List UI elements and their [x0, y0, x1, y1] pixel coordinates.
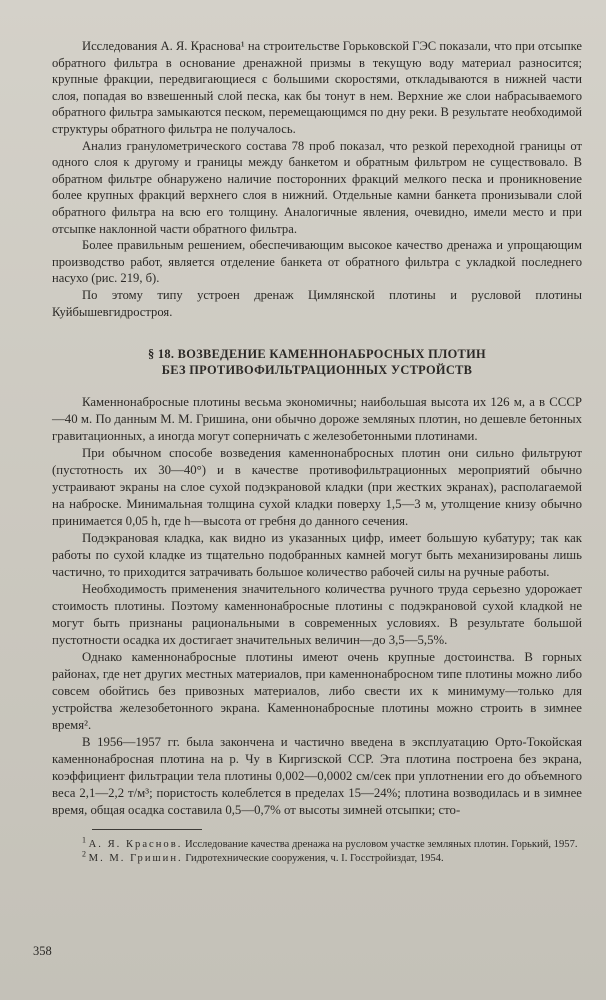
- page-number: 358: [33, 944, 52, 958]
- section-2-text: [52, 394, 582, 819]
- paragraph: Подэкрановая кладка, как видно из указанных цифр, имеет большую кубатуру; так как работы по сухой кладке из тщательно подобранных камней могут быть механизированы лишь частично, то приходится затрачивать большое количество рабочей силы на ручные работы.: [52, 531, 582, 580]
- paragraph: Исследования А. Я. Краснова¹ на строительстве Горьковской ГЭС показали, что при отсыпке обратного фильтра в основание дренажной призмы в текущую воду материал разносится; крупные фракции, передвигающиеся с большими скоростями, откладываются в нижней части слоя, попадая во взвешенный слой песка, как бы тонут в нем. Верхние же слои набрасываемого обратного фильтра замыкаются песком, перемещающимся по дну реки. В результате необходимой структуры обратного фильтра не получалось.: [52, 39, 582, 136]
- footnote-divider: [92, 829, 202, 830]
- paragraph: При обычном способе возведения каменнонабросных плотин они сильно фильтруют (пустотность их 30—40°) и в качестве противофильтрационных мероприятий обычно устраивают экраны на слое сухой подэкрановой кладки (при жестких экранах), располагаемой на наброске. Минимальная толщина сухой кладки поверху 1,5—3 м, утолщение книзу обычно принимается 0,05 h, где h—высота от гребня до данного сечения.: [52, 446, 582, 529]
- footnote: [52, 835, 582, 852]
- footnotes: [52, 835, 582, 866]
- paragraph: Однако каменнонабросные плотины имеют очень крупные достоинства. В горных районах, где нет других местных материалов, при каменнонабросном типе плотины можно либо совсем обойтись без привозных материалов, либо свести их к минимуму—только для устройства железобетонного экрана. Каменнонабросные плотины можно строить в зимнее время².: [52, 650, 582, 733]
- heading-line-2: БЕЗ ПРОТИВОФИЛЬТРАЦИОННЫХ УСТРОЙСТВ: [161, 363, 473, 378]
- footnote-text: Гидротехнические сооружения, ч. I. Госстройиздат, 1954.: [182, 853, 444, 865]
- footnote-text: Исследование качества дренажа на русловом участке земляных плотин. Горький, 1957.: [182, 839, 578, 851]
- paragraph: Каменнонабросные плотины весьма экономичны; наибольшая высота их 126 м, а в СССР—40 м. По данным М. М. Гришина, они обычно дороже земляных плотин, но дешевле бетонных гравитационных, а иногда могут соперничать с железобетонными плотинами.: [52, 395, 582, 444]
- paragraph: Более правильным решением, обеспечивающим высокое качество дренажа и упрощающим производство работ, является отделение банкета от обратного фильтра с укладкой последнего насухо (рис. 219, б).: [52, 238, 582, 286]
- footnote-author: М. М. Гришин.: [88, 853, 183, 865]
- paragraph: Необходимость применения значительного количества ручного труда серьезно удорожает стоимость плотины. Поэтому каменнонабросные плотины с подэкрановой сухой кладкой не могут быть признаны рациональными в современных условиях. В результате большой пустотности осадка их достигает значительных величин—до 3,5—5,5%.: [52, 582, 582, 648]
- footnote-author: А. Я. Краснов.: [88, 839, 183, 851]
- paragraph: По этому типу устроен дренаж Цимлянской плотины и русловой плотины Куйбышевгидростроя.: [52, 287, 582, 319]
- footnote: [52, 849, 582, 866]
- section-1-text: [52, 38, 582, 320]
- section-heading: [52, 346, 582, 378]
- heading-line-1: § 18. ВОЗВЕДЕНИЕ КАМЕННОНАБРОСНЫХ ПЛОТИН: [148, 347, 486, 362]
- footnote-number: 2: [82, 849, 86, 859]
- paragraph: В 1956—1957 гг. была закончена и частично введена в эксплуатацию Орто-Токойская каменнонабросная плотина на р. Чу в Киргизской ССР. Эта плотина построена без экрана, коэффициент фильтрации тела плотины 0,002—0,0002 см/сек при уплотнении его до объемного веса 2,1—2,2 т/м³; пористость колеблется в пределах 15—24%; плотина возводилась и в зимнее время, общая осадка составила 0,5—0,7% от высоты зимней отсыпки; сто-: [52, 735, 582, 818]
- paragraph: Анализ гранулометрического состава 78 проб показал, что резкой переходной границы от одного слоя к другому и границы между банкетом и обратным фильтром не существовало. В обратном фильтре обнаружено наличие посторонних фракций мелкого песка и проникновение более крупных фракций верхнего слоя в нижний. Отдельные камни банкета пронизывали слой обратного фильтра на всю его толщину. Аналогичные явления, очевидно, имели место и при отсыпке наклонной части обратного фильтра.: [52, 138, 582, 236]
- footnote-number: 1: [82, 835, 86, 845]
